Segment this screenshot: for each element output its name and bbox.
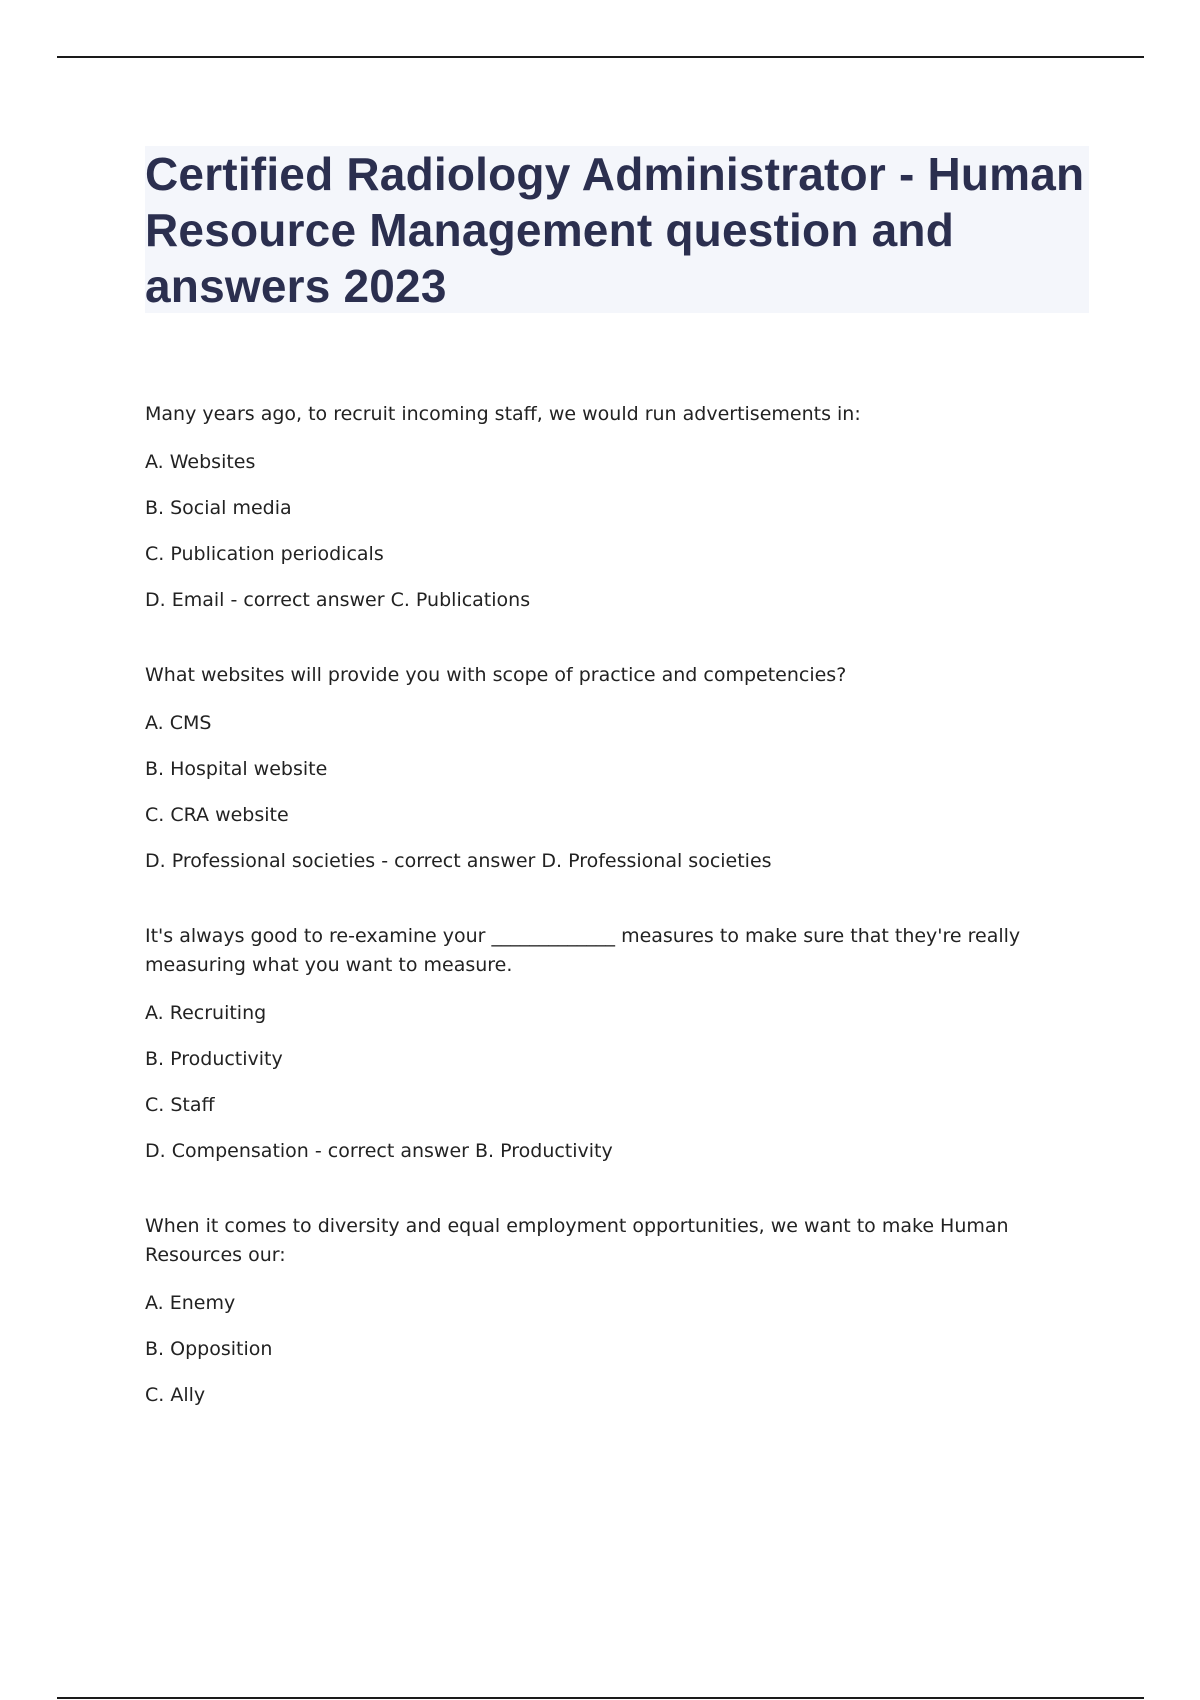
question-block-3 xyxy=(145,922,1085,1166)
question-block-4 xyxy=(145,1212,1085,1410)
top-rule xyxy=(57,56,1144,58)
answer-option: B. Hospital website xyxy=(145,758,328,780)
answer-option: C. CRA website xyxy=(145,804,289,826)
answer-option: C. Publication periodicals xyxy=(145,543,384,565)
answer-option: C. Ally xyxy=(145,1384,206,1406)
answer-option: A. Recruiting xyxy=(145,1002,267,1024)
answer-option: C. Staff xyxy=(145,1094,215,1116)
title-banner xyxy=(145,146,1089,313)
question-text: When it comes to diversity and equal employment opportunities, we want to make Human Resources our: xyxy=(145,1215,1009,1266)
answer-option: B. Opposition xyxy=(145,1338,273,1360)
answer-option: B. Productivity xyxy=(145,1048,283,1070)
question-text: It's always good to re-examine your _____________ measures to make sure that they're really measuring what you want to measure. xyxy=(145,925,1021,976)
answer-option: D. Compensation - correct answer B. Productivity xyxy=(145,1140,613,1162)
bottom-rule xyxy=(57,1697,1144,1699)
answer-option: B. Social media xyxy=(145,497,292,519)
answer-option: A. Websites xyxy=(145,451,256,473)
answer-option: A. CMS xyxy=(145,712,212,734)
question-block-1 xyxy=(145,400,1085,615)
answer-option: A. Enemy xyxy=(145,1292,236,1314)
question-text: What websites will provide you with scope of practice and competencies? xyxy=(145,664,847,686)
question-text: Many years ago, to recruit incoming staff, we would run advertisements in: xyxy=(145,403,861,425)
question-list xyxy=(145,400,1085,1456)
answer-option: D. Email - correct answer C. Publications xyxy=(145,589,531,611)
document-title: Certified Radiology Administrator - Human Resource Management question and answers 2023 xyxy=(145,148,1085,312)
question-block-2 xyxy=(145,661,1085,876)
answer-option: D. Professional societies - correct answer D. Professional societies xyxy=(145,850,772,872)
